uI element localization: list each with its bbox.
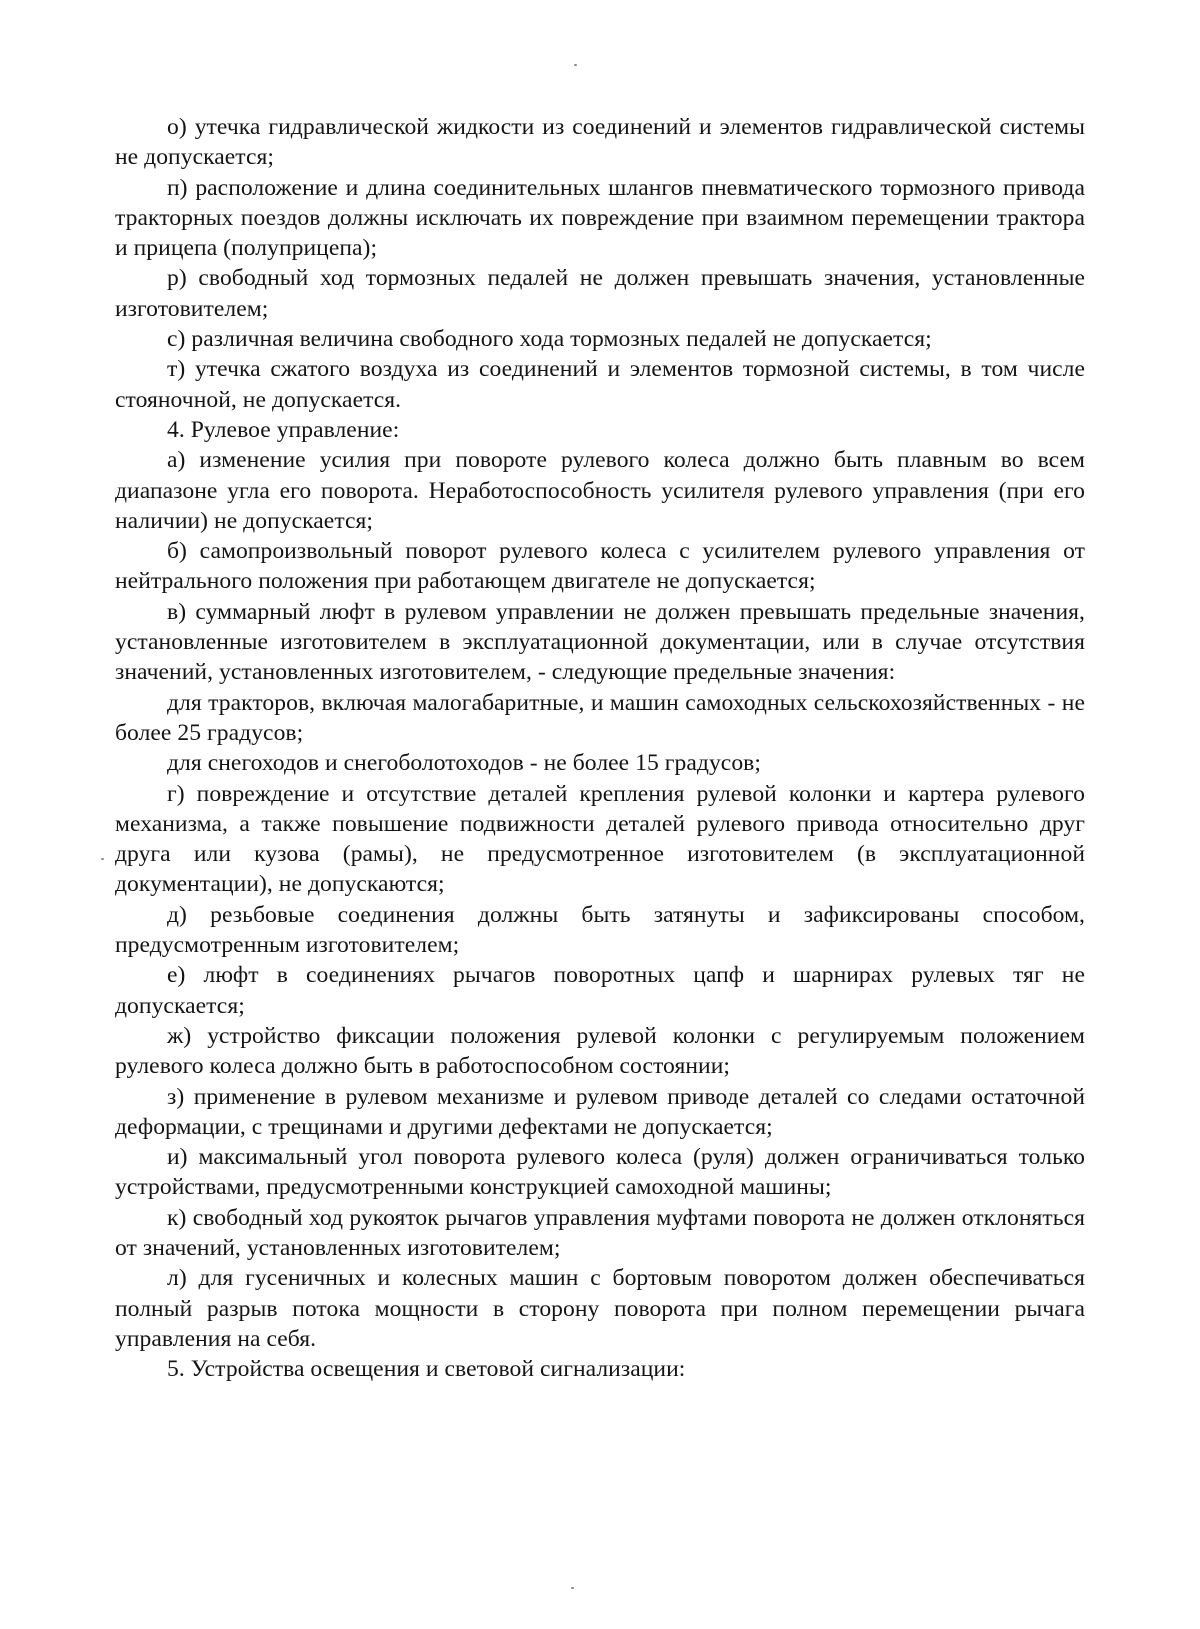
section-heading: 4. Рулевое управление: [167,416,400,443]
paragraph: о) утечка гидравлической жидкости из соединений и элементов гидравлической системы не допускается; [115,114,1085,171]
scan-speck [571,1587,574,1589]
paragraph: и) максимальный угол поворота рулевого колеса (руля) должен ограничиваться только устройствами, предусмотренными конструкцией самоходной машины; [115,1144,1085,1201]
paragraph: ж) устройство фиксации положения рулевой колонки с регулируемым положением рулевого колеса должно быть в работоспособном состоянии; [115,1022,1085,1080]
paragraph: для тракторов, включая малогабаритные, и машин самоходных сельскохозяйственных - не более 25 градусов; [115,689,1085,746]
paragraph: б) самопроизвольный поворот рулевого колеса с усилителем рулевого управления от нейтрального положения при работающем двигателе не допускается; [115,538,1085,595]
paragraph: е) люфт в соединениях рычагов поворотных цапф и шарнирах рулевых тяг не допускается; [115,962,1085,1019]
paragraph: л) для гусеничных и колесных машин с бортовым поворотом должен обеспечиваться полный разрыв потока мощности в сторону поворота при полном перемещении рычага управления на себя. [115,1265,1085,1352]
paragraph: п) расположение и длина соединительных шлангов пневматического тормозного привода тракторных поездов должны исключать их повреждение при взаимном перемещении трактора и прицепа (полуприцепа); [115,174,1085,262]
paragraph: з) применение в рулевом механизме и рулевом приводе деталей со следами остаточной деформации, с трещинами и другими дефектами не допускается; [115,1083,1085,1140]
paragraph: д) резьбовые соединения должны быть затянуты и зафиксированы способом, предусмотренным изготовителем; [115,901,1085,959]
paragraph: а) изменение усилия при повороте рулевого колеса должно быть плавным во всем диапазоне угла его поворота. Неработоспособность усилителя рулевого управления (при его наличии) не допускается; [115,447,1085,534]
paragraph: для снегоходов и снегоболотоходов - не более 15 градусов; [167,750,761,777]
paragraph: г) повреждение и отсутствие деталей крепления рулевой колонки и картера рулевого механизма, а также повышение подвижности деталей рулевого привода относительно друг друга или кузова (рамы), не предусмотренное изготовителем (в эксплуатационной документации), не допускаются; [115,780,1085,898]
scan-speck [101,858,104,860]
paragraph: к) свободный ход рукояток рычагов управления муфтами поворота не должен отклоняться от значений, установленных изготовителем; [115,1204,1085,1261]
paragraph: р) свободный ход тормозных педалей не должен превышать значения, установленные изготовителем; [115,265,1085,322]
section-heading: 5. Устройства освещения и световой сигнализации: [167,1356,686,1383]
paragraph: с) различная величина свободного хода тормозных педалей не допускается; [167,326,932,353]
document-body [115,112,1085,1384]
paragraph: т) утечка сжатого воздуха из соединений и элементов тормозной системы, в том числе стояночной, не допускается. [115,356,1085,413]
paragraph: в) суммарный люфт в рулевом управлении не должен превышать предельные значения, установленные изготовителем в эксплуатационной документации, или в случае отсутствия значений, установленных изготовителем, - следующие предельные значения: [115,598,1085,686]
scan-speck [574,64,577,66]
